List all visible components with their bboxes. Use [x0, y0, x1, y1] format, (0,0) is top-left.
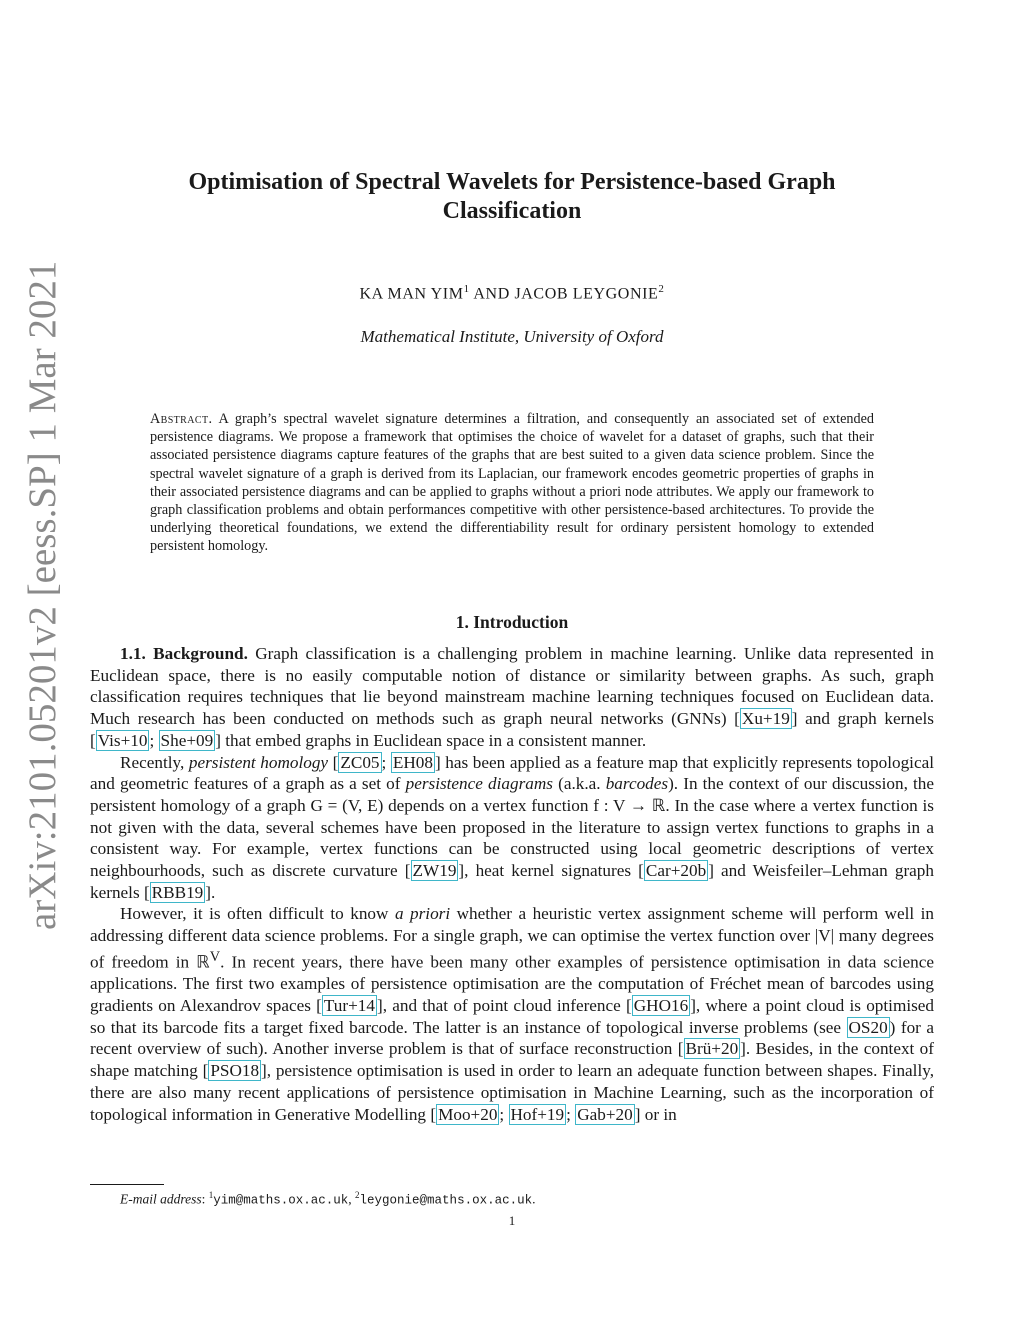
text-run: and Weisfeiler–Lehman graph kernels: [90, 861, 934, 902]
text-run: [: [328, 752, 339, 772]
text-run: , persistence optimisation is used in order to learn an adequate function between shapes. Finally, there are also many recent applications of persistence optimisation in Machine Learning, such as the incorporation of topological information in Generative Modelling [: [90, 1061, 934, 1124]
page-number: 1: [508, 1213, 516, 1228]
citation-link[interactable]: She+09: [160, 730, 214, 750]
author-2-mark: 2: [658, 283, 665, 295]
paper-title: [0, 168, 1024, 226]
citation-link[interactable]: Car+20b: [645, 861, 707, 881]
citation-link[interactable]: Brü+20: [685, 1039, 739, 1059]
superscript: 1: [208, 1190, 214, 1200]
body-text: [90, 643, 934, 1125]
text-run: ] or in: [634, 1104, 677, 1124]
citation-link[interactable]: Tur+14: [323, 995, 375, 1015]
citation-link[interactable]: OS20: [848, 1017, 888, 1037]
affiliation: Mathematical Institute, University of Oxford: [360, 327, 664, 346]
paragraph-optimisation: However, it is often difficult to know a priori whether a heuristic vertex assignment scheme will perform well in addressing different data science problems. For a single graph, we can optimise the vertex function over |V| many degrees of freedom in ℝ$^V$. In recent years, there have been many other examples of persistence optimisation in data science applications. The first two examples of persistence optimisation are the computation of Fréchet mean of barcodes using gradients on Alexandrov spaces [ Tur+14 ], and that of point cloud inference [ GHO16 ], where a point cloud is optimised so that its barcode fits a target fixed barcode. The latter is an instance of topological inverse problems (see OS20 ) for a recent overview of such). Another inverse problem is that of surface reconstruction [ Brü+20 ]. Besides, in the context of shape matching [ PSO18 ], persistence optimisation is used in order to learn an adequate function between shapes. Finally, there are also many recent applications of persistence optimisation in Machine Learning, such as the incorporation of topological information in Generative Modelling [ Moo+20 ; Hof+19 ; Gab+20 ] or in: [90, 904, 935, 1124]
footnote-label: E-mail address: [120, 1191, 202, 1207]
text-run: , where a point cloud is optimised so that its barcode fits a target fixed barcode. The latter is an instance of topological inverse problems (see: [90, 995, 935, 1037]
section-heading-introduction: 1. Introduction: [455, 612, 569, 632]
abstract-label: Abstract.: [150, 411, 213, 427]
abstract: [150, 410, 874, 556]
citation-link[interactable]: Moo+20: [438, 1104, 498, 1124]
author-list: [0, 283, 1024, 303]
text-run: ;: [381, 752, 391, 772]
text-run: ). In the context of our discussion, the persistent homology of a graph G = (V, E) depends on a vertex function f : V → ℝ. In the case where a vertex function is not given with the data, several schemes have been proposed in the literature to assign vertex functions to graphs in a consistent way. For example, vertex functions can be constructed using local geometric descriptions of vertex neighbourhoods, such as discrete curvature: [90, 774, 935, 881]
text-run: , heat kernel signatures: [464, 861, 639, 881]
citation-link[interactable]: Xu+19: [741, 709, 790, 729]
email-link-1[interactable]: yim@maths.ox.ac.uk: [213, 1193, 349, 1208]
text-run: However, it is often difficult to know: [120, 904, 395, 924]
citation-link[interactable]: ZC05: [340, 752, 380, 772]
text-run: ] that embed graphs in Euclidean space in a consistent manner.: [215, 730, 647, 750]
citation-link[interactable]: GHO16: [633, 995, 689, 1015]
author-2: JACOB LEYGONIE: [514, 285, 659, 303]
text-run: Recently,: [120, 752, 189, 772]
emphasis: persistence diagrams: [405, 774, 553, 794]
emphasis: barcodes: [605, 774, 669, 794]
author-1: KA MAN YIM: [359, 285, 464, 303]
footnote-email: [120, 1190, 920, 1208]
citation-link[interactable]: Vis+10: [97, 730, 148, 750]
text-run: . Besides, in the context of shape matching: [90, 1039, 934, 1081]
text-run: ;: [499, 1104, 509, 1124]
title-line-1: Optimisation of Spectral Wavelets for Persistence-based Graph: [188, 169, 836, 195]
text-run: ;: [566, 1104, 576, 1124]
text-run: ] has been applied as a feature map that explicitly represents topological and geometric features of a graph as a set of: [90, 752, 934, 794]
subsection-heading-background: 1.1. Background.: [120, 644, 248, 663]
title-line-2: Classification: [442, 198, 582, 224]
text-run: , and that of point cloud inference: [382, 995, 627, 1015]
text-run: and graph kernels [: [90, 709, 934, 750]
emphasis: persistent homology: [188, 752, 329, 772]
superscript: 2: [355, 1190, 360, 1200]
superscript: V: [209, 948, 221, 965]
text-run: (a.k.a.: [552, 774, 606, 794]
text-run: .: [532, 1191, 536, 1207]
citation-link[interactable]: ZW19: [412, 861, 457, 881]
text-run: .: [211, 882, 216, 902]
emphasis: a priori: [394, 904, 451, 924]
text-run: . In recent years, there have been many other examples of persistence optimisation in data science applications. The first two examples of persistence optimisation are the computation of Fréchet mean of barcodes using gradients on Alexandrov spaces: [90, 952, 934, 1015]
citation-link[interactable]: Gab+20: [577, 1104, 633, 1124]
text-run: whether a heuristic vertex assignment scheme will perform well in addressing different data science problems. For a single graph, we can optimise the vertex function over |V| many degrees of freedom in ℝ: [90, 904, 935, 972]
paragraph-background: 1.1. Background. Graph classification is a challenging problem in machine learning. Unlike data represented in Euclidean space, there is no easily computable notion of distance or similarity between graphs. As such, graph classification requires techniques that lie beyond mainstream machine learning techniques focused on Euclidean data. Much research has been conducted on methods such as graph neural networks (GNNs) [ Xu+19 ] and graph kernels [ Vis+10 ; She+09 ] that embed graphs in Euclidean space in a consistent manner.: [90, 644, 934, 750]
citation-link[interactable]: RBB19: [151, 882, 204, 902]
abstract-text: A graph’s spectral wavelet signature determines a filtration, and consequently an associated set of extended persistence diagrams. We propose a framework that optimises the choice of wavelet for a dataset of graphs, such that their associated persistence diagrams capture features of the graphs that are best suited to a given data science problem. Since the spectral wavelet signature of a graph is derived from its Laplacian, our framework encodes geometric properties of graphs in their associated persistence diagrams and can be applied to graphs without a priori node attributes. We apply our framework to graph classification problems and obtain performances competitive with other persistence-based architectures. To provide the underlying theoretical foundations, we extend the differentiability result for ordinary persistent homology to extended persistent homology.: [150, 411, 874, 555]
author-1-mark: 1: [463, 283, 470, 295]
footnote-rule: [90, 1184, 164, 1185]
text-run: ,: [348, 1191, 356, 1207]
citation-link[interactable]: PSO18: [210, 1061, 260, 1081]
email-link-2[interactable]: leygonie@maths.ox.ac.uk: [359, 1193, 533, 1208]
text-run: :: [201, 1191, 209, 1207]
citation-link[interactable]: Hof+19: [510, 1104, 565, 1124]
paragraph-persistent-homology: Recently, persistent homology [ ZC05 ; EH08 ] has been applied as a feature map that explicitly represents topological and geometric features of a graph as a set of persistence diagrams (a.k.a. barcodes). In the context of our discussion, the persistent homology of a graph G = (V, E) depends on a vertex function f : V → ℝ. In the case where a vertex function is not given with the data, several schemes have been proposed in the literature to assign vertex functions to graphs in a consistent way. For example, vertex functions can be constructed using local geometric descriptions of vertex neighbourhoods, such as discrete curvature [ ZW19 ], heat kernel signatures [ Car+20b ] and Weisfeiler–Lehman graph kernels [ RBB19 ].: [90, 752, 935, 902]
text-run: Graph classification is a challenging problem in machine learning. Unlike data represented in Euclidean space, there is no easily computable notion of distance or similarity between graphs. As such, graph classification requires techniques that lie beyond mainstream machine learning techniques focused on Euclidean data. Much research has been conducted on methods such as graph neural networks (GNNs): [90, 644, 934, 729]
arxiv-identifier: arXiv:2101.05201v2 [eess.SP] 1 Mar 2021: [21, 260, 64, 930]
author-conjunction: AND: [469, 285, 515, 303]
text-run: ;: [149, 730, 159, 750]
citation-link[interactable]: EH08: [392, 752, 433, 772]
text-run: for a recent overview of such). Another inverse problem is that of surface reconstruction: [90, 1017, 934, 1059]
